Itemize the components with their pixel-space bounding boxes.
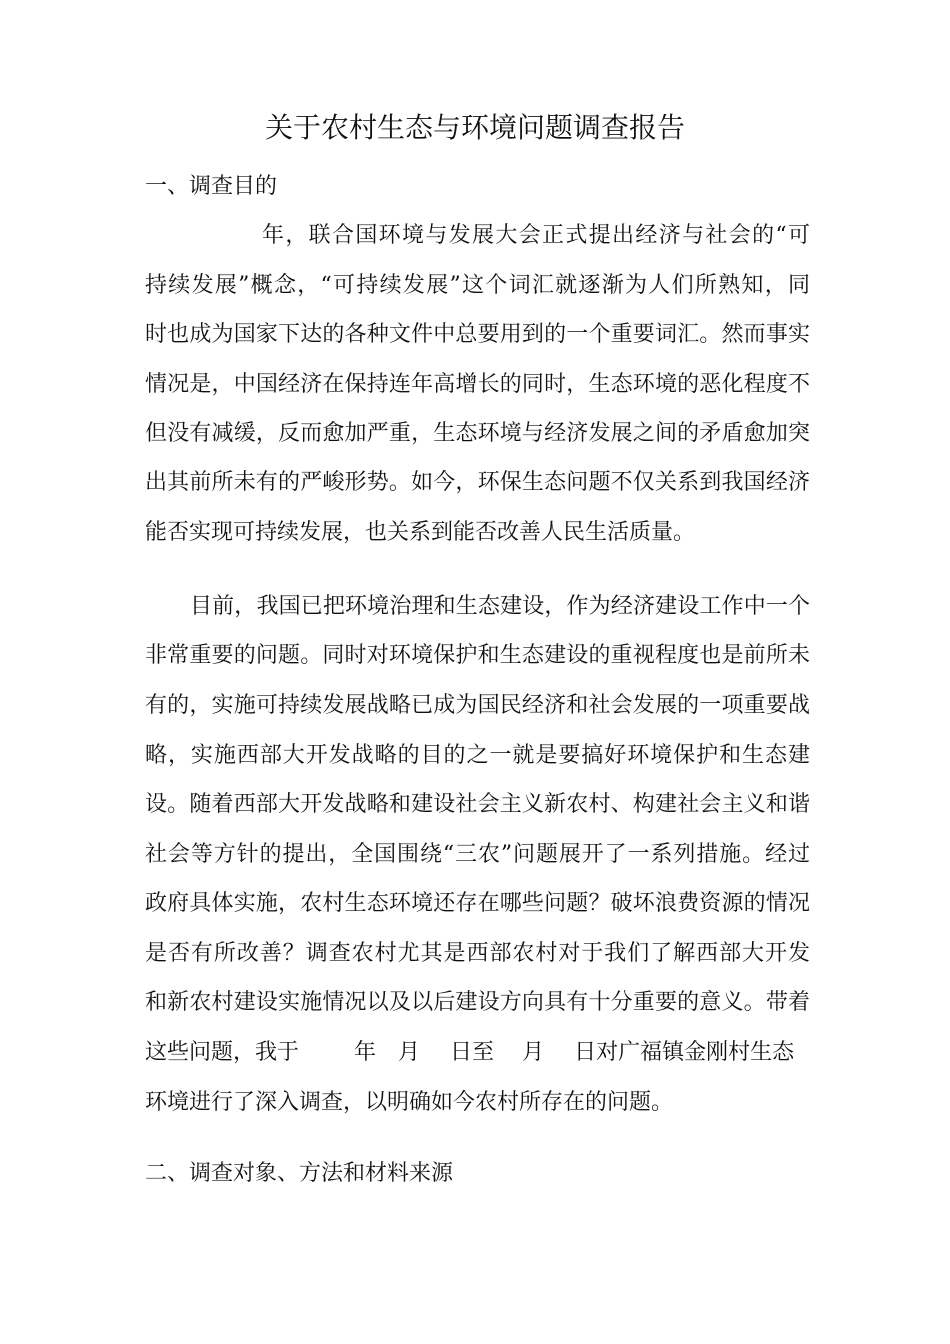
paragraph-line: 出其前所未有的严峻形势。如今，环保生态问题不仅关系到我国经济 (145, 470, 810, 495)
paragraph-line: 是否有所改善？调查农村尤其是西部农村对于我们了解西部大开发 (145, 941, 810, 966)
paragraph-line: 和新农村建设实施情况以及以后建设方向具有十分重要的意义。带着 (145, 990, 810, 1015)
date-line-part: 日对广福镇金刚村生态 (574, 1040, 795, 1065)
document-title: 关于农村生态与环境问题调查报告 (264, 111, 685, 144)
paragraph-line: 年，联合国环境与发展大会正式提出经济与社会的“可 (262, 223, 810, 248)
date-line-part: 年 (354, 1040, 377, 1065)
paragraph-line: 环境进行了深入调查，以明确如今农村所存在的问题。 (145, 1090, 674, 1115)
date-line-part: 日至 (450, 1040, 495, 1065)
section-heading-purpose: 一、调查目的 (145, 174, 278, 199)
paragraph-line: 但没有减缓，反而愈加严重，生态环境与经济发展之间的矛盾愈加突 (145, 421, 810, 446)
paragraph-line: 持续发展”概念，“可持续发展”这个词汇就逐渐为人们所熟知，同 (145, 273, 810, 298)
date-line-part: 月 (522, 1040, 545, 1065)
paragraph-line: 社会等方针的提出，全国围绕“三农”问题展开了一系列措施。经过 (145, 842, 810, 867)
paragraph-line: 有的，实施可持续发展战略已成为国民经济和社会发展的一项重要战 (145, 693, 810, 718)
paragraph-line: 目前，我国已把环境治理和生态建设，作为经济建设工作中一个 (190, 594, 810, 619)
paragraph-line: 能否实现可持续发展，也关系到能否改善人民生活质量。 (145, 520, 696, 545)
paragraph-line: 非常重要的问题。同时对环境保护和生态建设的重视程度也是前所未 (145, 643, 810, 668)
paragraph-line: 情况是，中国经济在保持连年高增长的同时，生态环境的恶化程度不 (145, 372, 810, 397)
date-line (145, 1038, 810, 1068)
paragraph-line: 略，实施西部大开发战略的目的之一就是要搞好环境保护和生态建 (145, 743, 810, 768)
date-line-part: 月 (398, 1040, 421, 1065)
paragraph-line: 设。随着西部大开发战略和建设社会主义新农村、构建社会主义和谐 (145, 792, 810, 817)
paragraph-line: 政府具体实施，农村生态环境还存在哪些问题？破坏浪费资源的情况 (145, 891, 810, 916)
section-heading-subjects: 二、调查对象、方法和材料来源 (145, 1161, 454, 1186)
date-line-part: 这些问题，我于 (145, 1040, 300, 1065)
paragraph-line: 时也成为国家下达的各种文件中总要用到的一个重要词汇。然而事实 (145, 322, 810, 347)
